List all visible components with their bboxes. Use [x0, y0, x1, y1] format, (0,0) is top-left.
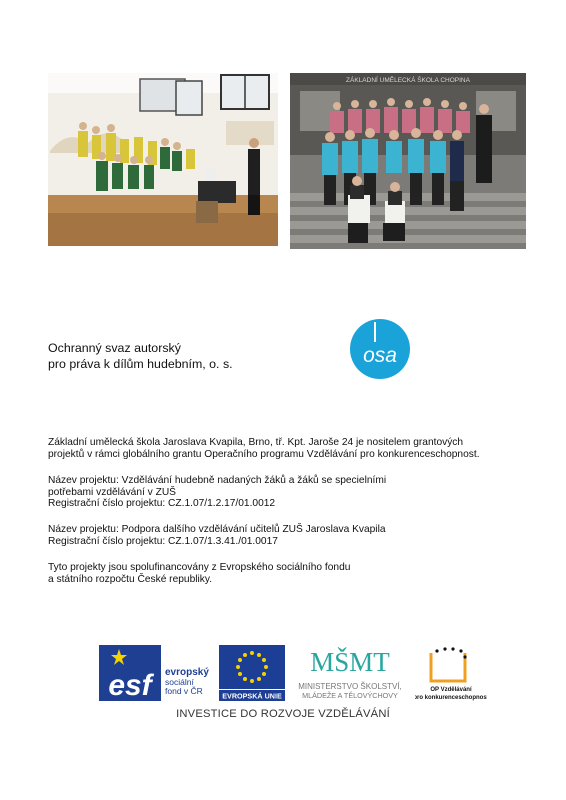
op-line-1: OP Vzdělávání	[430, 687, 472, 693]
osa-name-line-1: Ochranný svaz autorský	[48, 341, 181, 355]
footer-tagline: INVESTICE DO ROZVOJE VZDĚLÁVÁNÍ	[176, 708, 390, 720]
project-1-paragraph	[48, 475, 386, 510]
esf-line-1: evropský	[165, 667, 209, 678]
osa-logo	[349, 318, 411, 380]
choir-rehearsal-photo	[48, 73, 278, 246]
intro-line-1: Základní umělecká škola Jaroslava Kvapila, Brno, tř. Kpt. Jaroše 24 je nositelem grantových	[48, 437, 464, 448]
intro-line-2: projektů v rámci globálního grantu Operačního programu Vzdělávání pro konkurenceschopnost.	[48, 448, 480, 460]
closing-paragraph	[48, 562, 350, 585]
op-vzdelavani-logo	[415, 645, 487, 703]
eu-label: EVROPSKÁ UNIE	[222, 691, 282, 701]
project-1-line-2: potřebami vzdělávání v ZUŠ	[48, 486, 176, 498]
op-line-2: pro konkurenceschopnost	[415, 695, 487, 701]
intro-paragraph	[48, 437, 480, 460]
project-2-paragraph	[48, 524, 386, 547]
eu-logo	[219, 645, 285, 701]
choir-group-photo	[290, 73, 526, 249]
msmt-logo	[291, 641, 409, 703]
closing-line-1: Tyto projekty jsou spolufinancovány z Evropského sociálního fondu	[48, 562, 351, 573]
msmt-line-2: MLÁDEŽE A TĚLOVÝCHOVY	[302, 691, 398, 700]
esf-logo	[99, 645, 214, 701]
project-2-line-1: Název projektu: Podpora dalšího vzdělávání učitelů ZUŠ Jaroslava Kvapila	[48, 524, 386, 535]
osa-name-block	[48, 340, 233, 372]
project-1-line-1: Název projektu: Vzdělávání hudebně nadaných žáků a žáků se specielními	[48, 475, 387, 486]
project-2-line-2: Registrační číslo projektu: CZ.1.07/1.3.41./01.0017	[48, 535, 278, 547]
building-banner-text: ZÁKLADNÍ UMĚLECKÁ ŠKOLA CHOPINA	[346, 77, 470, 84]
osa-name-line-2: pro práva k dílům hudebním, o. s.	[48, 357, 233, 371]
esf-line-3: fond v ČR	[165, 686, 203, 696]
osa-logo-text: osa	[363, 344, 397, 367]
msmt-mark-text: MŠMT	[310, 647, 390, 677]
esf-line-2: sociální	[165, 677, 194, 687]
msmt-line-1: MINISTERSTVO ŠKOLSTVÍ,	[298, 682, 402, 691]
project-1-line-3: Registrační číslo projektu: CZ.1.07/1.2.17/01.0012	[48, 498, 276, 510]
closing-line-2: a státního rozpočtu České republiky.	[48, 573, 213, 585]
esf-mark-text: esf	[108, 669, 152, 701]
